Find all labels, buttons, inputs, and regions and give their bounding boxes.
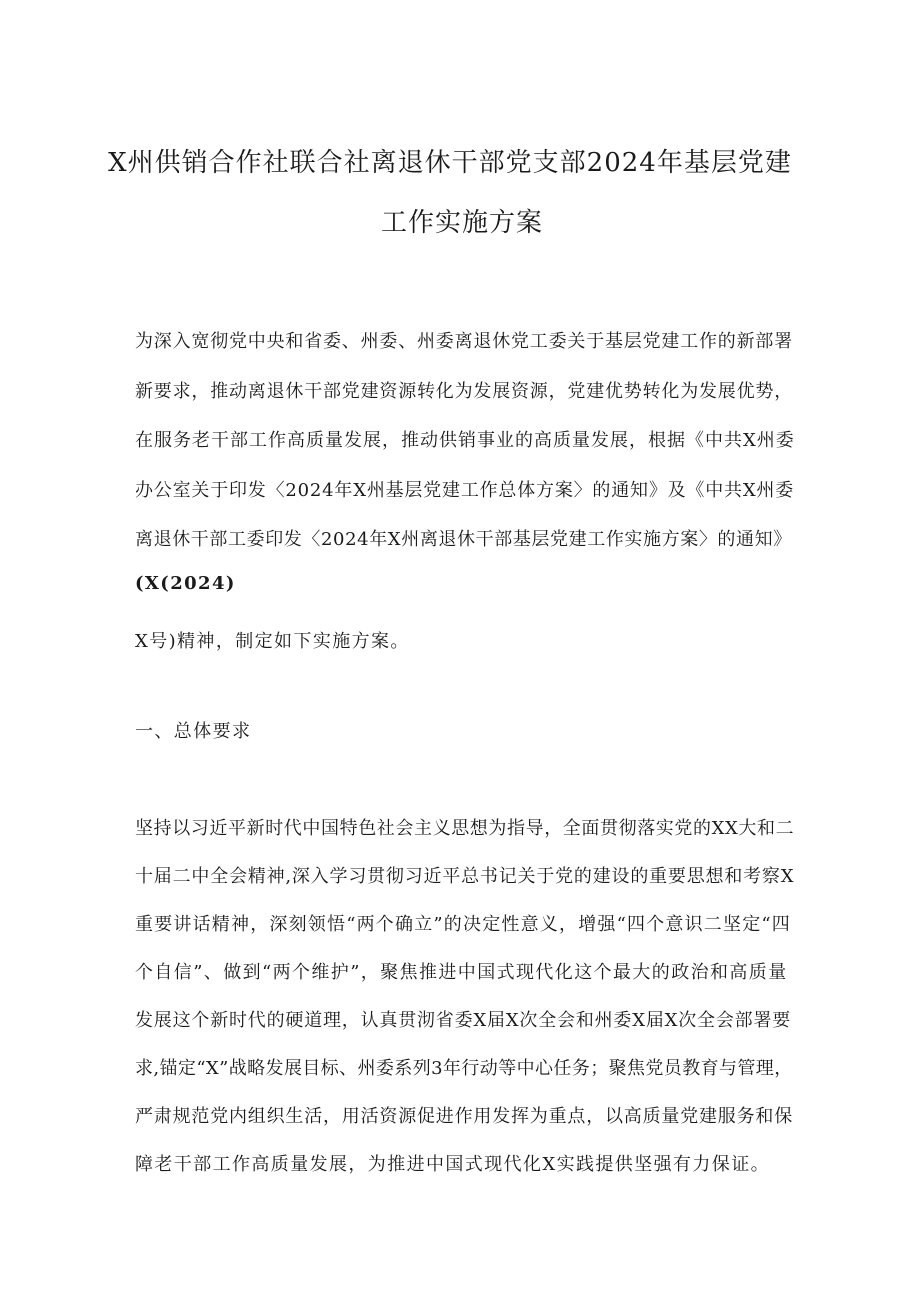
intro-line: 为深入宽彻党中央和省委、州委、州委离退休党工委关于基层党建工作的新部署 — [135, 331, 793, 352]
intro-line: X号)精神，制定如下实施方案。 — [135, 631, 410, 652]
section-heading-general-requirements: 一、总体要求 — [135, 721, 252, 742]
section-body-line: 障老干部工作高质量发展，为推进中国式现代化X实践提供坚强有力保证。 — [135, 1154, 771, 1175]
intro-line: 新要求，推动离退休干部党建资源转化为发展资源，党建优势转化为发展优势， — [135, 381, 793, 402]
section-body-line: 十届二中全会精神,深入学习贯彻习近平总书记关于党的建设的重要思想和考察X — [135, 866, 795, 887]
intro-line-document-number: (X(2024) — [135, 573, 236, 594]
intro-line: 在服务老干部工作高质量发展，推动供销事业的高质量发展，根据《中共X州委 — [135, 430, 795, 451]
section-body-line: 严肃规范党内组织生活，用活资源促进作用发挥为重点，以高质量党建服务和保 — [135, 1106, 793, 1127]
section-body-line: 重要讲话精神，深刻领悟“两个确立”的决定性意义，增强“四个意识二坚定“四 — [135, 914, 792, 935]
document-title-line-2: 工作实施方案 — [380, 208, 543, 238]
section-body-line: 坚持以习近平新时代中国特色社会主义思想为指导，全面贯彻落实党的XX大和二 — [135, 818, 795, 839]
section-body-line: 求,锚定“X”战略发展目标、州委系列3年行动等中心任务；聚焦党员教育与管理， — [135, 1058, 793, 1079]
document-title-line-1: X州供销合作社联合社离退休干部党支部2024年基层党建 — [108, 148, 792, 178]
intro-line: 离退休干部工委印发〈2024年X州离退休干部基层党建工作实施方案〉的通知》 — [135, 529, 792, 550]
section-body-line: 发展这个新时代的硬道理，认真贯沏省委X届X次全会和州委X届X次全会部署要 — [135, 1010, 792, 1031]
section-body-line: 个自信”、做到“两个维护”，聚焦推进中国式现代化这个最大的政治和高质量 — [135, 962, 788, 983]
intro-line: 办公室关于印发〈2024年X州基层党建工作总体方案〉的通知》及《中共X州委 — [135, 480, 795, 501]
